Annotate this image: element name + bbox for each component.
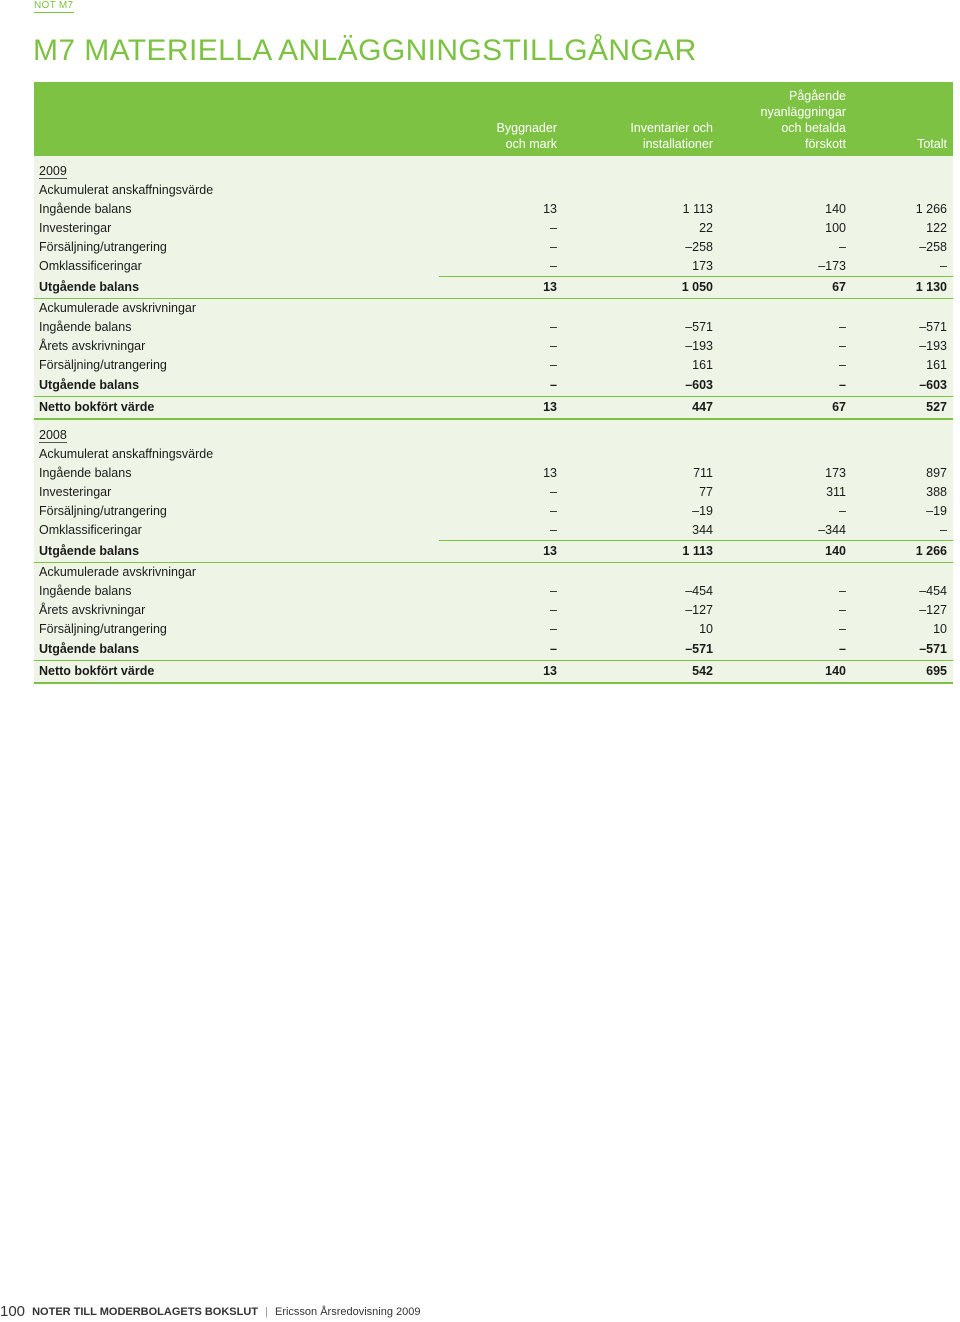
cell-value: – — [839, 320, 846, 334]
row-label — [34, 419, 439, 445]
cell-value: – — [550, 622, 557, 636]
cell-value: 173 — [825, 466, 846, 480]
cell-value: 140 — [719, 661, 852, 684]
cell-value — [719, 156, 852, 181]
cell-value — [852, 181, 953, 200]
cell-value: –571 — [919, 642, 947, 656]
cell-value: –571 — [685, 642, 713, 656]
column-header-line: Totalt — [917, 137, 947, 151]
row-label — [34, 541, 439, 563]
table-row-data — [34, 502, 953, 521]
page-footer — [0, 1303, 421, 1320]
cell-value: – — [839, 504, 846, 518]
column-header-line: Byggnader — [496, 121, 557, 135]
cell-value — [439, 419, 563, 445]
row-label — [34, 219, 439, 238]
cell-value: – — [550, 603, 557, 617]
cell-value: – — [940, 259, 947, 273]
cell-value: 13 — [439, 277, 563, 299]
row-label-text: Ingående balans — [39, 202, 132, 216]
table-row-section — [34, 445, 953, 464]
footer-section-title: NOTER TILL MODERBOLAGETS BOKSLUT — [32, 1306, 258, 1318]
cell-value — [439, 181, 563, 200]
cell-value: 100 — [825, 221, 846, 235]
table-row-sum — [34, 277, 953, 299]
cell-value: 897 — [926, 466, 947, 480]
row-label — [34, 375, 439, 397]
cell-value: 173 — [692, 259, 713, 273]
cell-value — [563, 445, 719, 464]
cell-value: –571 — [919, 320, 947, 334]
cell-value: –193 — [919, 339, 947, 353]
row-label-text: Utgående balans — [39, 543, 140, 558]
cell-value: –344 — [818, 523, 846, 537]
cell-value: –127 — [685, 603, 713, 617]
cell-value: –127 — [919, 603, 947, 617]
cell-value: –258 — [919, 240, 947, 254]
cell-value: –454 — [919, 584, 947, 598]
cell-value: 1 130 — [852, 277, 953, 299]
cell-value — [563, 181, 719, 200]
row-label — [34, 483, 439, 502]
column-header-line: Pågående — [788, 89, 846, 103]
cell-value — [439, 445, 563, 464]
page-number: 100 — [0, 1303, 26, 1320]
row-label-text: Årets avskrivningar — [39, 339, 146, 353]
cell-value — [563, 419, 719, 445]
cell-value — [852, 419, 953, 445]
cell-value — [719, 181, 852, 200]
cell-value: – — [550, 240, 557, 254]
cell-value: –173 — [818, 259, 846, 273]
column-header-construction-in-progress — [719, 82, 852, 156]
footer-separator: | — [265, 1306, 268, 1318]
cell-value: – — [839, 603, 846, 617]
row-label-text: 2009 — [39, 164, 67, 178]
cell-value — [719, 563, 852, 583]
table-body — [34, 156, 953, 683]
table-row-net-end — [34, 661, 953, 684]
row-label — [34, 156, 439, 181]
cell-value: –603 — [919, 378, 947, 392]
row-label-text: Utgående balans — [39, 378, 140, 392]
row-label-text: Ingående balans — [39, 466, 132, 480]
asset-table — [34, 82, 953, 684]
cell-value — [852, 445, 953, 464]
row-label — [34, 299, 439, 319]
row-label-text: Investeringar — [39, 485, 112, 499]
column-header-total — [852, 82, 953, 156]
table-row-sum-plain — [34, 375, 953, 397]
cell-value: 13 — [543, 466, 557, 480]
cell-value: –19 — [926, 504, 947, 518]
table-row-section — [34, 299, 953, 319]
cell-value: – — [550, 642, 557, 656]
row-label — [34, 337, 439, 356]
footer-publication: Ericsson Årsredovisning 2009 — [274, 1306, 421, 1318]
row-label-text: Årets avskrivningar — [39, 603, 146, 617]
note-tag: NOT M7 — [34, 0, 74, 11]
cell-value: 140 — [825, 202, 846, 216]
row-label-text: Netto bokfört värde — [39, 664, 155, 678]
table-row-net — [34, 397, 953, 420]
row-label — [34, 238, 439, 257]
row-label — [34, 582, 439, 601]
cell-value: – — [839, 240, 846, 254]
row-label-text: Ackumulerade avskrivningar — [39, 565, 197, 579]
cell-value — [852, 563, 953, 583]
cell-value — [852, 156, 953, 181]
cell-value: 140 — [719, 541, 852, 563]
table-row-year — [34, 419, 953, 445]
table-row-data — [34, 200, 953, 219]
table-row-year — [34, 156, 953, 181]
row-label — [34, 620, 439, 639]
cell-value: 1 113 — [682, 202, 713, 216]
header-label-cell — [34, 82, 439, 156]
table-header — [34, 82, 953, 156]
table-row-data — [34, 318, 953, 337]
cell-value: 344 — [692, 523, 713, 537]
row-label-text: Investeringar — [39, 221, 112, 235]
table-row-sum-plain — [34, 639, 953, 661]
column-header-line: förskott — [805, 137, 846, 151]
row-label — [34, 563, 439, 583]
cell-value — [563, 299, 719, 319]
column-header-line: Inventarier och — [630, 121, 713, 135]
cell-value: – — [839, 584, 846, 598]
cell-value: – — [839, 378, 846, 392]
cell-value: 22 — [699, 221, 713, 235]
cell-value: –603 — [685, 378, 713, 392]
table-row-section — [34, 563, 953, 583]
cell-value: 13 — [439, 541, 563, 563]
row-label — [34, 464, 439, 483]
cell-value — [439, 563, 563, 583]
row-label — [34, 521, 439, 541]
table-row-data — [34, 257, 953, 277]
cell-value: – — [940, 523, 947, 537]
cell-value: – — [550, 259, 557, 273]
table-row-data — [34, 464, 953, 483]
table-row-section — [34, 181, 953, 200]
cell-value — [719, 419, 852, 445]
row-label-text: Ackumulerade avskrivningar — [39, 301, 197, 315]
row-label-text: Ackumulerat anskaffningsvärde — [39, 183, 214, 197]
cell-value: 13 — [439, 661, 563, 684]
row-label-text: Försäljning/utrangering — [39, 504, 167, 518]
cell-value: –193 — [685, 339, 713, 353]
cell-value: 542 — [563, 661, 719, 684]
cell-value: 13 — [543, 202, 557, 216]
cell-value: 447 — [563, 397, 719, 420]
cell-value: – — [550, 485, 557, 499]
table-row-data — [34, 620, 953, 639]
row-label-text: Utgående balans — [39, 642, 140, 656]
column-header-line: installationer — [642, 137, 713, 151]
cell-value: 1 266 — [852, 541, 953, 563]
note-tag-underline — [34, 12, 74, 13]
cell-value: – — [550, 339, 557, 353]
row-label-text: Omklassificeringar — [39, 523, 142, 538]
cell-value: – — [550, 584, 557, 598]
row-label-text: Ingående balans — [39, 584, 132, 598]
cell-value: – — [839, 642, 846, 656]
row-label — [34, 502, 439, 521]
row-label — [34, 661, 439, 684]
row-label-text: Försäljning/utrangering — [39, 358, 167, 372]
cell-value: 10 — [699, 622, 713, 636]
cell-value: – — [839, 339, 846, 353]
cell-value: – — [550, 378, 557, 392]
cell-value: 527 — [852, 397, 953, 420]
cell-value: – — [550, 504, 557, 518]
table-row-data — [34, 582, 953, 601]
cell-value: – — [550, 523, 557, 537]
row-label — [34, 318, 439, 337]
table-row-data — [34, 238, 953, 257]
cell-value: – — [550, 320, 557, 334]
cell-value: 161 — [692, 358, 713, 372]
cell-value: – — [550, 358, 557, 372]
column-header-line: och betalda — [781, 121, 846, 135]
cell-value: – — [839, 622, 846, 636]
row-label — [34, 181, 439, 200]
cell-value: 711 — [693, 466, 713, 480]
table-row-data — [34, 483, 953, 502]
row-label-text: Utgående balans — [39, 279, 140, 294]
row-label-text: Ackumulerat anskaffningsvärde — [39, 447, 214, 461]
cell-value: –19 — [692, 504, 713, 518]
table-row-data — [34, 521, 953, 541]
cell-value: 67 — [719, 277, 852, 299]
table-row-data — [34, 219, 953, 238]
cell-value: 695 — [852, 661, 953, 684]
cell-value — [563, 156, 719, 181]
cell-value: 122 — [926, 221, 947, 235]
column-header-line: och mark — [505, 137, 557, 151]
row-label — [34, 601, 439, 620]
row-label-text: 2008 — [39, 428, 67, 442]
table-row-data — [34, 337, 953, 356]
cell-value — [439, 299, 563, 319]
row-label-text: Försäljning/utrangering — [39, 622, 167, 636]
cell-value: –454 — [685, 584, 713, 598]
row-label-text: Omklassificeringar — [39, 259, 142, 274]
row-label — [34, 257, 439, 277]
row-label — [34, 639, 439, 661]
row-label — [34, 200, 439, 219]
row-label — [34, 277, 439, 299]
cell-value — [719, 445, 852, 464]
cell-value — [719, 299, 852, 319]
cell-value: – — [550, 221, 557, 235]
cell-value: –571 — [685, 320, 713, 334]
cell-value: 1 113 — [563, 541, 719, 563]
cell-value: 311 — [826, 485, 846, 499]
cell-value: 388 — [926, 485, 947, 499]
cell-value — [563, 563, 719, 583]
cell-value: 10 — [933, 622, 947, 636]
table-row-data — [34, 601, 953, 620]
column-header-equipment — [563, 82, 719, 156]
row-label-text: Ingående balans — [39, 320, 132, 334]
table-row-sum — [34, 541, 953, 563]
page-title: M7 MATERIELLA ANLÄGGNINGSTILLGÅNGAR — [33, 34, 697, 67]
cell-value — [439, 156, 563, 181]
cell-value: 1 266 — [915, 202, 947, 216]
cell-value: 1 050 — [563, 277, 719, 299]
cell-value: 161 — [926, 358, 947, 372]
row-label-text: Försäljning/utrangering — [39, 240, 167, 254]
row-label — [34, 445, 439, 464]
cell-value: – — [839, 358, 846, 372]
asset-table-container — [34, 82, 953, 684]
table-header-row — [34, 82, 953, 156]
row-label-text: Netto bokfört värde — [39, 400, 155, 414]
cell-value: 77 — [699, 485, 713, 499]
column-header-line: nyanläggningar — [760, 105, 846, 119]
cell-value: 67 — [719, 397, 852, 420]
row-label — [34, 356, 439, 375]
cell-value — [852, 299, 953, 319]
cell-value: 13 — [439, 397, 563, 420]
table-row-data — [34, 356, 953, 375]
column-header-buildings — [439, 82, 563, 156]
cell-value: –258 — [685, 240, 713, 254]
row-label — [34, 397, 439, 420]
